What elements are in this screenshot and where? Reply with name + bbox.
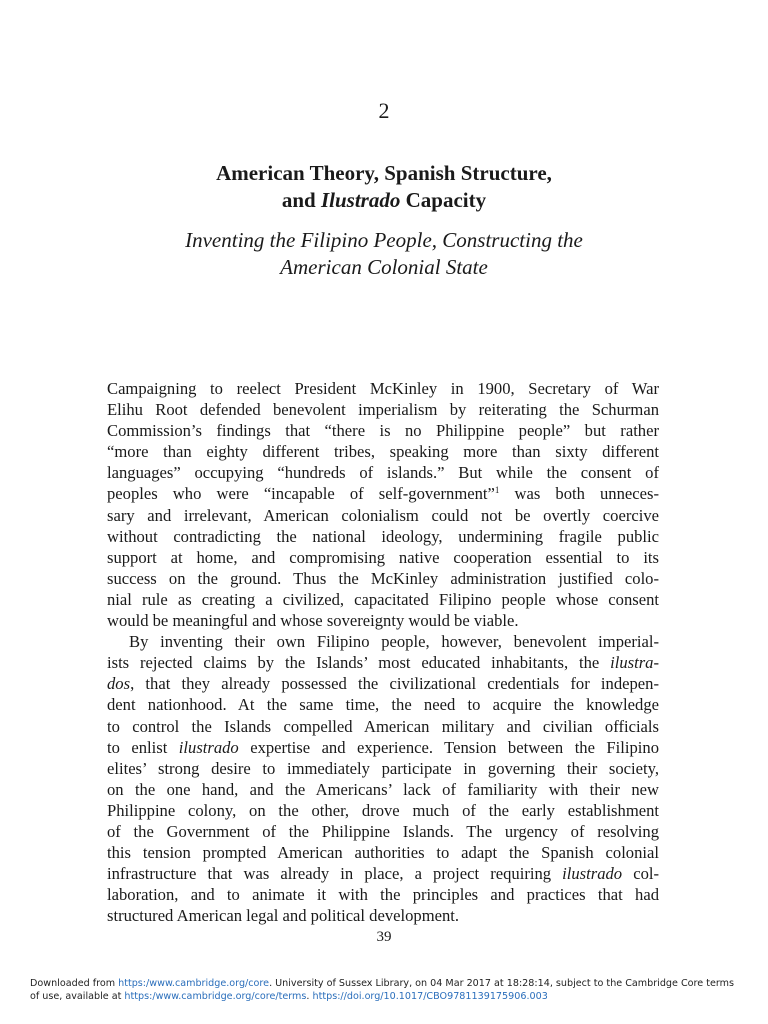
download-footer — [30, 977, 760, 1003]
italic-term: ilustra- — [610, 653, 659, 673]
text-span: to enlist — [107, 737, 179, 757]
footnote-marker[interactable]: 1 — [494, 485, 500, 496]
text-span: ists rejected claims by the Islands’ most educated inhabitants, the — [107, 653, 611, 673]
footer-line-1 — [30, 977, 760, 990]
paragraph-2 — [107, 631, 659, 926]
italic-term: ilustrado — [178, 737, 239, 757]
text-line: Campaigning to reelect President McKinley in 1900, Secretary of War — [107, 379, 659, 398]
text-line: laboration, and to animate it with the principles and practices that had — [107, 885, 659, 905]
text-span: infrastructure that was already in place, a project requiring — [107, 864, 563, 884]
page-number: 39 — [376, 929, 392, 945]
text-line: success on the ground. Thus the McKinley administration justified colo- — [107, 568, 659, 588]
text-line: without contradicting the national ideology, undermining fragile public — [107, 526, 659, 546]
chapter-number: 2 — [378, 98, 390, 123]
paragraph-1 — [107, 378, 659, 631]
text-line: support at home, and compromising native cooperation essential to its — [107, 547, 659, 567]
text-span: expertise and experience. Tension between the Filipino — [238, 737, 659, 757]
text-line: Philippine colony, on the other, drove much of the early establishment — [107, 800, 659, 820]
text-line: By inventing their own Filipino people, however, benevolent imperial- — [129, 632, 659, 652]
chapter-title — [0, 160, 768, 214]
text-line: Elihu Root defended benevolent imperialism by reiterating the Schurman — [107, 400, 659, 420]
text-span: peoples who were “incapable of self-government” — [107, 484, 495, 504]
terms-link[interactable]: https:/www.cambridge.org/core/terms — [124, 991, 307, 1002]
title-text: Capacity — [400, 188, 487, 212]
body-text — [107, 378, 659, 926]
chapter-subtitle-line-2: American Colonial State — [280, 255, 488, 279]
footer-text: . University of Sussex Library, on 04 Mar 2017 at 18:28:14, subject to the Cambridge Core terms — [269, 978, 735, 989]
footer-text: of use, available at — [30, 991, 125, 1002]
text-span: col- — [622, 864, 659, 884]
italic-term: dos — [107, 674, 131, 694]
text-line: structured American legal and political development. — [107, 906, 460, 926]
text-line: this tension prompted American authorities to adapt the Spanish colonial — [107, 843, 659, 863]
text-span: was both unneces- — [499, 484, 659, 504]
text-line: Commission’s findings that “there is no Philippine people” but rather — [107, 421, 659, 441]
italic-term: ilustrado — [562, 864, 623, 884]
text-line: elites’ strong desire to immediately participate in governing their society, — [107, 758, 659, 778]
title-italic-term: Ilustrado — [320, 188, 401, 212]
text-line — [107, 737, 659, 758]
chapter-subtitle — [0, 227, 768, 281]
text-line — [107, 673, 659, 694]
chapter-title-line-1: American Theory, Spanish Structure, — [216, 161, 552, 185]
chapter-title-line-2 — [0, 187, 768, 214]
text-line: on the one hand, and the Americans’ lack of familiarity with their new — [107, 779, 659, 799]
text-line: of the Government of the Philippine Islands. The urgency of resolving — [107, 821, 659, 841]
chapter-subtitle-line-1: Inventing the Filipino People, Constructing the — [185, 228, 583, 252]
text-line: nial rule as creating a civilized, capacitated Filipino people whose consent — [107, 589, 659, 609]
text-line — [107, 483, 659, 504]
doi-link[interactable]: https://doi.org/10.1017/CBO9781139175906.003 — [312, 991, 548, 1002]
text-line: sary and irrelevant, American colonialism could not be overtly coercive — [107, 505, 659, 525]
text-line: to control the Islands compelled American military and civilian officials — [107, 716, 659, 736]
text-line — [107, 863, 659, 884]
footer-text: . — [306, 991, 313, 1002]
footer-line-2 — [30, 990, 760, 1003]
text-line: “more than eighty different tribes, speaking more than sixty different — [107, 442, 659, 462]
text-line: dent nationhood. At the same time, the need to acquire the knowledge — [107, 695, 659, 715]
footer-text: Downloaded from — [30, 978, 119, 989]
cambridge-core-link[interactable]: https:/www.cambridge.org/core — [118, 978, 270, 989]
title-text: and — [281, 188, 321, 212]
text-line: languages” occupying “hundreds of islands.” But while the consent of — [107, 463, 659, 483]
text-line: would be meaningful and whose sovereignty would be viable. — [107, 611, 519, 631]
text-line — [107, 652, 659, 673]
text-span: , that they already possessed the civilizational credentials for indepen- — [130, 674, 659, 694]
